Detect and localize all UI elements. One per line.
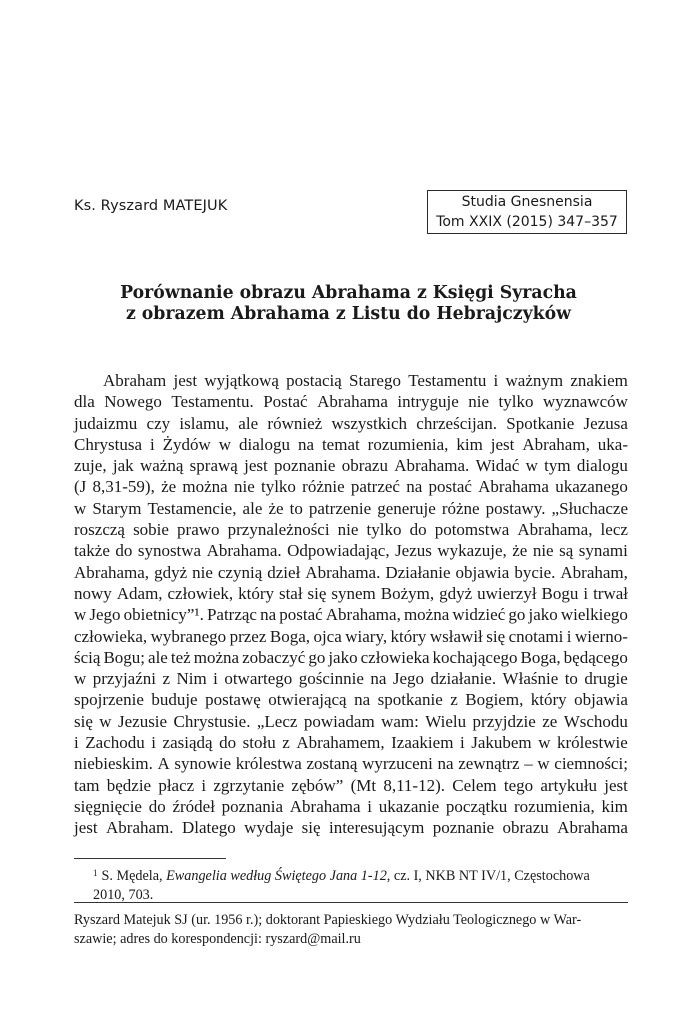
body-line	[74, 583, 628, 604]
body-word: synostwa	[137, 541, 202, 561]
body-word: wam:	[381, 711, 419, 731]
body-word: Abrahama.	[394, 456, 470, 476]
body-word: synem	[331, 583, 376, 603]
body-word: w	[74, 605, 87, 625]
body-word: cnotami	[508, 626, 564, 646]
body-word: zębów”	[291, 775, 344, 795]
body-word: do	[148, 796, 166, 816]
body-word: wiary,	[345, 626, 388, 646]
body-word: Abrahama	[478, 477, 549, 497]
footnote-text: S. Mędela, Ewangelia według Świętego Jana 1-12, cz. I, NKB NT IV/1, Częstochowa	[101, 868, 590, 884]
body-word: i	[151, 733, 157, 753]
body-word: Widać	[475, 456, 520, 476]
body-word: spotkanie	[377, 690, 443, 710]
body-word: to	[289, 498, 303, 518]
body-word: w	[538, 733, 551, 753]
footnote	[93, 864, 628, 905]
body-word: otwartego	[224, 669, 293, 689]
body-word: Testamentu.	[171, 392, 254, 412]
body-word: w	[218, 434, 232, 454]
body-word: zobaczyć	[242, 647, 306, 667]
bio-divider	[74, 902, 628, 903]
body-word: się	[307, 583, 327, 603]
body-line	[74, 753, 628, 774]
body-word: w	[99, 711, 112, 731]
body-word: otwierającą	[268, 690, 347, 710]
body-word: do	[409, 520, 427, 540]
body-word: Chrystusie.	[173, 711, 251, 731]
body-word: Bogiem,	[465, 690, 524, 710]
body-line	[74, 540, 628, 561]
body-word: że	[161, 477, 177, 497]
body-word: Abrahama,	[325, 605, 401, 625]
body-word: prawo	[177, 520, 220, 540]
body-word: poznania	[221, 796, 284, 816]
body-word: różne	[441, 498, 480, 518]
body-word: działanie.	[430, 669, 497, 689]
body-word: z	[450, 690, 458, 710]
body-word: Wielu	[425, 711, 467, 731]
body-word: sprawą	[189, 456, 238, 476]
title-line: z obrazem Abrahama z Listu do Hebrajczyków	[125, 304, 572, 324]
body-word: spojrzenie	[74, 690, 144, 710]
body-word: i	[459, 733, 465, 753]
body-word: można	[182, 477, 228, 497]
body-word: drugie	[584, 669, 628, 689]
body-word: wydaje	[244, 818, 294, 838]
body-word: Abraham.	[106, 818, 174, 838]
body-word: i	[74, 733, 79, 753]
body-word: Testamencie,	[147, 498, 237, 518]
body-word: Abraham,	[560, 562, 628, 582]
body-word: uwierzył	[477, 583, 537, 603]
body-word: jest	[490, 434, 515, 454]
body-word: Jezus	[395, 541, 432, 561]
body-word: tylko	[260, 477, 296, 497]
body-word: w	[74, 669, 87, 689]
body-word: Chrystusa	[74, 434, 142, 454]
article-title	[60, 283, 637, 325]
body-word: „Lecz	[256, 711, 298, 731]
body-line	[74, 391, 628, 412]
body-word: roszczą	[74, 520, 125, 540]
body-word: Właśnie	[502, 669, 559, 689]
body-word: ale	[238, 413, 259, 433]
body-word: niebieskim.	[74, 754, 153, 774]
body-word: Patrząc	[206, 605, 257, 625]
body-word: przyjaźni	[92, 669, 156, 689]
body-word: Abraham,	[522, 434, 590, 454]
body-word: Adam,	[116, 583, 163, 603]
body-word: gdyż	[154, 562, 188, 582]
body-word: nie	[337, 520, 359, 540]
body-word: ścią	[74, 647, 101, 667]
body-word: generuje	[377, 498, 436, 518]
body-word: dialogu	[576, 456, 628, 476]
body-word: synowie	[174, 754, 232, 774]
body-word: różnie	[302, 477, 345, 497]
body-word: tam	[74, 775, 100, 795]
body-word: dialogu	[239, 434, 290, 454]
body-word: Bożym,	[380, 583, 435, 603]
body-word: można	[193, 647, 240, 667]
body-word: go	[308, 647, 326, 667]
body-line	[74, 711, 628, 732]
body-word: wierno-	[574, 626, 628, 646]
body-word: bycie.	[514, 562, 556, 582]
body-word: gościnnie	[298, 669, 364, 689]
body-word: wyjątkową	[204, 371, 279, 390]
body-word: patrzenie	[308, 498, 372, 518]
body-word: nowy	[74, 583, 112, 603]
journal-name: Studia Gnesnensia	[461, 194, 593, 210]
body-word: A	[157, 754, 170, 774]
body-word: wyznawców	[542, 392, 628, 412]
body-word: Abrahama.	[305, 562, 381, 582]
body-word: do	[219, 733, 237, 753]
body-word: wyrzuceni	[362, 754, 433, 774]
body-word: królestwa	[235, 754, 302, 774]
body-word: obietnicy”¹.	[123, 605, 204, 625]
body-word: czy	[146, 413, 171, 433]
body-line	[74, 647, 628, 668]
body-word: ukazanie	[378, 796, 440, 816]
bio-line: Ryszard Matejuk SJ (ur. 1956 r.); doktorant Papieskiego Wydziału Teologicznego w War-	[74, 912, 582, 928]
body-word: zostaną	[306, 754, 358, 774]
body-word: ważną	[139, 456, 184, 476]
body-word: królestwie	[557, 733, 628, 753]
body-line	[74, 434, 628, 455]
body-word: stołu	[242, 733, 276, 753]
body-word: Jezusie	[117, 711, 168, 731]
body-word: uka-	[597, 434, 628, 454]
body-line	[74, 732, 628, 753]
body-word: też	[170, 647, 191, 667]
body-word: że	[268, 498, 284, 518]
body-line	[74, 562, 628, 583]
footnote-book-title: Ewangelia według Świętego Jana 1-12	[166, 868, 387, 884]
body-word: człowieka,	[74, 626, 148, 646]
body-word: trwał	[593, 583, 628, 603]
author-name: Ks. Ryszard MATEJUK	[74, 198, 228, 214]
body-word: przyjdzie	[472, 711, 536, 731]
body-word: na	[297, 434, 314, 454]
body-word: Abrahama	[557, 818, 628, 838]
body-word: 8,11-12).	[383, 775, 446, 795]
body-word: Jezusa	[583, 413, 628, 433]
body-word: obrazu	[341, 456, 388, 476]
body-word: na	[370, 669, 387, 689]
body-word: tylko	[498, 392, 534, 412]
body-word: postacią	[286, 371, 342, 390]
body-word: intryguje	[397, 392, 459, 412]
body-word: ze	[542, 711, 558, 731]
body-word: i	[149, 434, 155, 454]
body-word: znakiem	[570, 371, 628, 390]
body-word: Wschodu	[563, 711, 628, 731]
body-word: lecz	[600, 520, 628, 540]
body-word: będzie	[106, 775, 152, 795]
footnote-marker: 1	[93, 868, 98, 878]
body-word: ukazanego	[555, 477, 628, 497]
body-word: wielkiego	[560, 605, 628, 625]
body-word: Dlatego	[181, 818, 236, 838]
body-word: zgrzytanie	[213, 775, 285, 795]
body-word: Bogu	[541, 583, 579, 603]
body-line	[74, 796, 628, 817]
body-word: i	[583, 583, 589, 603]
article-body	[74, 370, 628, 839]
body-word: przynależności	[227, 520, 330, 540]
body-word: Abrahama	[317, 392, 388, 412]
body-word: stał	[278, 583, 303, 603]
body-word: go	[508, 605, 526, 625]
body-word: do	[115, 541, 133, 561]
body-word: islamu,	[179, 413, 230, 433]
body-word: tego	[503, 775, 534, 795]
body-line	[74, 775, 628, 796]
body-word: także	[74, 541, 110, 561]
body-word: na	[354, 690, 371, 710]
body-word: jako	[528, 605, 558, 625]
bio-line: szawie; adres do korespondencji: ryszard@mail.ru	[74, 931, 361, 947]
body-line	[74, 817, 628, 838]
body-word: jako	[328, 647, 358, 667]
body-word: człowiek,	[167, 583, 234, 603]
body-word: Postać	[263, 392, 308, 412]
body-word: kochającego	[432, 647, 518, 667]
body-word: tym	[544, 456, 571, 476]
body-line	[74, 626, 628, 647]
body-word: można	[403, 605, 450, 625]
body-word: płacz	[158, 775, 195, 795]
body-word: sobie	[133, 520, 169, 540]
body-word: Odpowiadając,	[287, 541, 390, 561]
body-word: że	[512, 541, 528, 561]
body-word: artykułu	[540, 775, 598, 795]
body-word: Zachodu	[85, 733, 145, 753]
body-word: dla	[74, 392, 95, 412]
body-word: się	[486, 626, 506, 646]
body-word: Żydów	[162, 434, 211, 454]
body-word: Starym	[92, 498, 142, 518]
body-word: jest	[173, 371, 198, 390]
body-word: Boga,	[269, 626, 310, 646]
body-word: jest	[244, 456, 268, 476]
body-word: Działanie	[385, 562, 451, 582]
body-word: ojca	[313, 626, 342, 646]
body-word: i	[213, 669, 218, 689]
body-word: się	[301, 818, 321, 838]
body-word: 8,31-59),	[92, 477, 155, 497]
body-word: Abrahama,	[74, 562, 150, 582]
body-word: Jego	[89, 605, 121, 625]
body-line	[74, 498, 628, 519]
body-word: synami	[578, 541, 628, 561]
body-word: Testamentu	[408, 371, 487, 390]
body-word: to	[564, 669, 578, 689]
body-word: potomstwa	[434, 520, 510, 540]
body-word: Bogu;	[103, 647, 146, 667]
body-word: jak	[112, 456, 134, 476]
body-word: „Słuchacze	[551, 498, 628, 518]
body-word: Jego	[392, 669, 425, 689]
body-word: kim	[456, 434, 483, 454]
body-word: (J	[74, 477, 87, 497]
body-line	[74, 519, 628, 540]
body-word: Spotkanie	[506, 413, 575, 433]
body-word: sięgnięcie	[74, 796, 142, 816]
body-word: Abrahama,	[517, 520, 593, 540]
body-word: wsławił	[429, 626, 483, 646]
body-word: powiadam	[303, 711, 375, 731]
body-word: wybranego	[150, 626, 227, 646]
body-word: nie	[233, 477, 255, 497]
body-word: Abrahamem,	[296, 733, 385, 753]
body-line	[74, 689, 628, 710]
author-bio	[74, 911, 628, 949]
body-line	[74, 476, 628, 497]
body-word: w	[537, 754, 550, 774]
body-word: również	[267, 413, 323, 433]
body-word: człowieka	[360, 647, 430, 667]
body-word: ale	[148, 647, 168, 667]
body-word: Nim	[176, 669, 207, 689]
footnote-divider	[74, 858, 226, 859]
body-word: w	[74, 498, 87, 518]
body-word: –	[524, 754, 533, 774]
body-word: nie	[468, 392, 490, 412]
body-word: na	[437, 754, 454, 774]
body-word: widzieć	[452, 605, 506, 625]
body-word: interesującym	[328, 818, 425, 838]
body-word: będącego	[563, 647, 628, 667]
body-word: z	[162, 669, 170, 689]
body-word: Starego	[349, 371, 401, 390]
body-word: źródeł	[172, 796, 215, 816]
body-word: są	[559, 541, 574, 561]
body-word: dzieł	[267, 562, 301, 582]
body-word: jest	[74, 818, 98, 838]
body-word: kim	[601, 796, 628, 816]
body-word: Celem	[452, 775, 497, 795]
body-word: ciemności;	[554, 754, 628, 774]
body-word: i	[201, 775, 207, 795]
body-word: ale	[242, 498, 263, 518]
body-word: gdyż	[439, 583, 473, 603]
body-word: czynią	[217, 562, 263, 582]
body-word: z	[282, 733, 290, 753]
body-word: i	[493, 371, 499, 390]
body-word: Jakubem	[471, 733, 532, 753]
body-word: nie	[192, 562, 213, 582]
body-word: i	[367, 796, 373, 816]
body-word: objawia	[455, 562, 510, 582]
body-word: nie	[532, 541, 554, 561]
body-word: wszystkich	[331, 413, 407, 433]
body-word: poznanie	[432, 818, 495, 838]
body-word: patrzeć	[350, 477, 400, 497]
body-word: Abrahama.	[206, 541, 282, 561]
body-word: w	[525, 456, 538, 476]
body-line	[74, 370, 628, 391]
body-word: (Mt	[350, 775, 377, 795]
body-word: na	[260, 605, 277, 625]
body-word: tylko	[366, 520, 402, 540]
body-line	[74, 668, 628, 689]
body-word: Abraham	[103, 371, 167, 390]
body-word: początku	[445, 796, 508, 816]
body-word: chrześcijan.	[416, 413, 497, 433]
body-word: który	[238, 583, 274, 603]
body-word: rozumienia,	[514, 796, 595, 816]
body-word: rozumienia,	[367, 434, 449, 454]
body-word: zuje,	[74, 456, 107, 476]
body-word: zewnątrz	[458, 754, 520, 774]
body-word: który	[390, 626, 427, 646]
body-line	[74, 413, 628, 434]
body-word: wykazuje,	[437, 541, 507, 561]
body-word: ważnym	[505, 371, 564, 390]
body-word: Abrahama	[289, 796, 361, 816]
body-word: postać	[279, 605, 323, 625]
body-word: poznanie	[274, 456, 336, 476]
body-word: Nowego	[104, 392, 162, 412]
body-word: judaizmu	[74, 413, 138, 433]
body-word: objawia	[574, 690, 628, 710]
body-word: temat	[321, 434, 360, 454]
body-word: postawę	[205, 690, 261, 710]
journal-citation-box	[427, 190, 627, 234]
body-word: postawy.	[485, 498, 546, 518]
footnote-text: 2010, 703.	[93, 887, 154, 903]
body-word: buduje	[151, 690, 198, 710]
body-word: i	[566, 626, 572, 646]
body-line	[74, 455, 628, 476]
body-word: na	[406, 477, 423, 497]
body-line	[74, 604, 628, 625]
body-word: który	[530, 690, 567, 710]
journal-volume: Tom XXIX (2015) 347–357	[436, 214, 618, 230]
body-word: obrazu	[502, 818, 549, 838]
body-word: zasiądą	[162, 733, 213, 753]
body-word: Izaakiem	[391, 733, 454, 753]
body-word: przez	[229, 626, 267, 646]
body-word: Boga,	[520, 647, 561, 667]
body-word: jest	[604, 775, 628, 795]
title-line: Porównanie obrazu Abrahama z Księgi Syracha	[120, 283, 577, 303]
body-word: postać	[428, 477, 472, 497]
body-word: się	[74, 711, 93, 731]
